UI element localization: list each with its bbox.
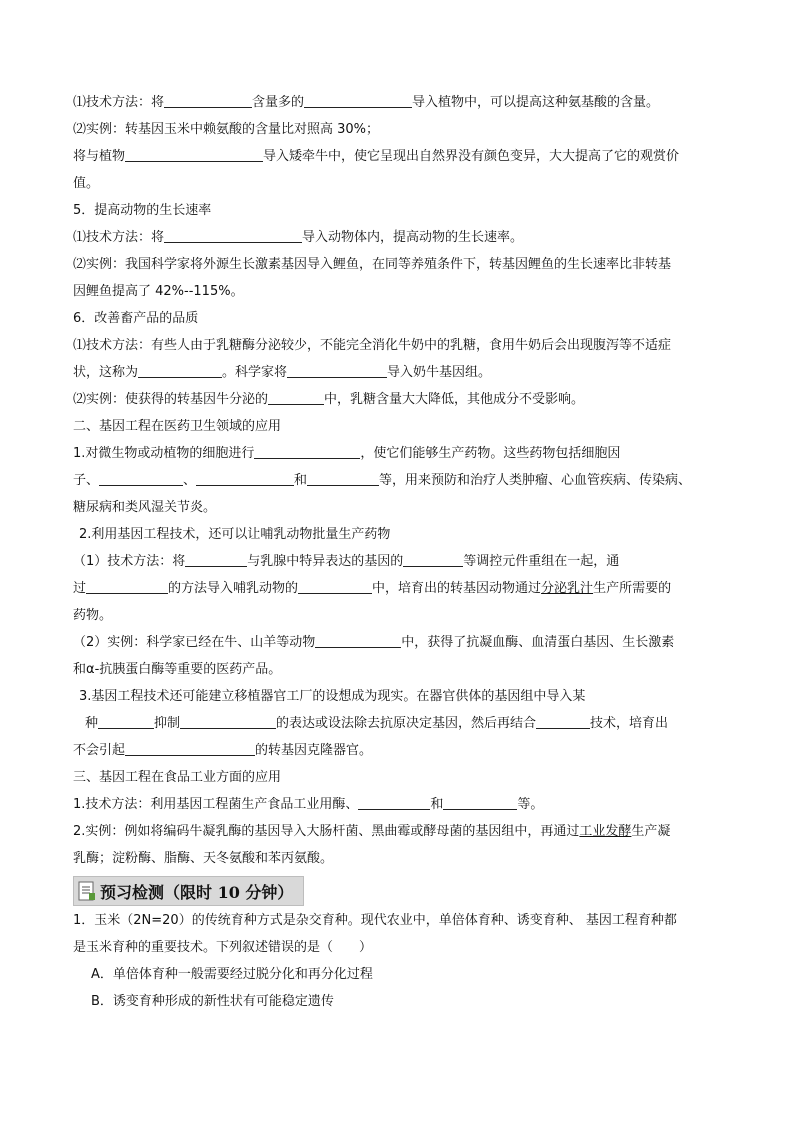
text: 的表达或设法除去抗原决定基因，然后再结合 xyxy=(276,716,537,731)
text: 种 xyxy=(85,716,99,731)
text: 过 xyxy=(73,581,87,596)
text: 1.技术方法：利用基因工程菌生产食品工业用酶、 xyxy=(73,797,359,812)
text: ⑵实例：使获得的转基因牛分泌的 xyxy=(73,392,269,407)
fill-blank[interactable] xyxy=(307,471,379,486)
text-line: ⑴技术方法：有些人由于乳糖酶分泌较少，不能完全消化牛奶中的乳糖，食用牛奶后会出现腹泻等不适症 xyxy=(73,338,672,353)
text: 。科学家将 xyxy=(222,365,288,380)
text: 1.对微生物或动植物的细胞进行 xyxy=(73,446,255,461)
text: 导入奶牛基因组。 xyxy=(387,365,492,380)
text-line: 2.利用基因工程技术，还可以让哺乳动物批量生产药物 xyxy=(79,527,391,542)
section-heading: 二、基因工程在医药卫生领域的应用 xyxy=(73,419,282,434)
fill-blank[interactable] xyxy=(185,552,247,567)
text-line xyxy=(73,227,723,254)
fill-blank[interactable] xyxy=(164,228,302,243)
fill-blank[interactable] xyxy=(315,633,401,648)
text-line: 值。 xyxy=(73,176,100,191)
fill-blank[interactable] xyxy=(536,714,590,729)
fill-blank[interactable] xyxy=(287,363,387,378)
text-line xyxy=(73,362,723,389)
text: ⑴技术方法：将 xyxy=(73,95,165,110)
text-line: 3.基因工程技术还可能建立移植器官工厂的设想成为现实。在器官供体的基因组中导入某 xyxy=(79,689,586,704)
text: 和 xyxy=(430,797,444,812)
text: 导入植物中，可以提高这种氨基酸的含量。 xyxy=(412,95,660,110)
text: 技术，培育出 xyxy=(590,716,669,731)
fill-blank[interactable] xyxy=(98,714,154,729)
text-line: 乳酶；淀粉酶、脂酶、天冬氨酸和苯丙氨酸。 xyxy=(73,851,334,866)
fill-blank[interactable] xyxy=(86,579,168,594)
fill-blank[interactable] xyxy=(254,444,360,459)
text: 等。 xyxy=(517,797,544,812)
option-b[interactable]: B．诱变育种形成的新性状有可能稳定遗传 xyxy=(91,994,334,1009)
text: ⑴技术方法：将 xyxy=(73,230,165,245)
fill-blank[interactable] xyxy=(268,390,324,405)
text: 含量多的 xyxy=(252,95,305,110)
fill-blank[interactable] xyxy=(125,741,255,756)
text-line: ⑵实例：我国科学家将外源生长激素基因导入鲤鱼，在同等养殖条件下，转基因鲤鱼的生长速率比非转基 xyxy=(73,257,672,272)
fill-blank[interactable] xyxy=(164,93,252,108)
text-line: 糖尿病和类风湿关节炎。 xyxy=(73,500,217,515)
text: 与乳腺中特异表达的基因的 xyxy=(247,554,404,569)
section-banner xyxy=(73,876,304,906)
section-heading: 三、基因工程在食品工业方面的应用 xyxy=(73,770,282,785)
text-line: 因鲤鱼提高了 42%--115%。 xyxy=(73,284,244,299)
section-heading: 6．改善畜产品的品质 xyxy=(73,311,199,326)
fill-blank[interactable] xyxy=(125,147,263,162)
fill-blank[interactable] xyxy=(304,93,412,108)
text-line xyxy=(73,443,723,470)
fill-blank[interactable] xyxy=(138,363,222,378)
text: 子、 xyxy=(73,473,100,488)
text: 等，用来预防和治疗人类肿瘤、心血管疾病、传染病、 xyxy=(379,473,692,488)
text: 抑制 xyxy=(154,716,181,731)
fill-blank[interactable] xyxy=(298,579,372,594)
text: 将与植物 xyxy=(73,149,126,164)
text-line: 药物。 xyxy=(73,608,113,623)
text: 和 xyxy=(294,473,308,488)
text: 不会引起 xyxy=(73,743,126,758)
text: ，使它们能够生产药物。这些药物包括细胞因 xyxy=(360,446,621,461)
text-line: ⑵实例：转基因玉米中赖氨酸的含量比对照高 30%； xyxy=(73,122,380,137)
text-line xyxy=(73,578,723,605)
fill-blank[interactable] xyxy=(99,471,183,486)
fill-blank[interactable] xyxy=(358,795,430,810)
notepad-icon xyxy=(78,881,96,901)
text: 2.实例：例如将编码牛凝乳酶的基因导入大肠杆菌、黑曲霉或酵母菌的基因组中，再通过 xyxy=(73,824,580,839)
text: 生产所需要的 xyxy=(593,581,672,596)
text-line xyxy=(73,821,723,848)
text-line xyxy=(73,470,723,497)
text-line xyxy=(73,740,723,767)
text-line xyxy=(73,146,723,173)
banner-title: 预习检测（限时 10 分钟） xyxy=(100,882,294,902)
text: 中，乳糖含量大大降低，其他成分不受影响。 xyxy=(324,392,585,407)
text: （1）技术方法：将 xyxy=(73,554,186,569)
text-line xyxy=(73,551,723,578)
text-line xyxy=(73,632,723,659)
question-stem: 是玉米育种的重要技术。下列叙述错误的是（ ） xyxy=(73,940,373,955)
text-line: 和α-抗胰蛋白酶等重要的医药产品。 xyxy=(73,662,282,677)
text-line xyxy=(73,92,723,119)
text: 等调控元件重组在一起，通 xyxy=(463,554,620,569)
underlined-text: 分泌乳汁 xyxy=(541,581,594,596)
text: 的转基因克隆器官。 xyxy=(255,743,373,758)
underlined-text: 工业发酵 xyxy=(579,824,632,839)
text: 状，这称为 xyxy=(73,365,139,380)
fill-blank[interactable] xyxy=(180,714,276,729)
fill-blank[interactable] xyxy=(403,552,463,567)
text-line xyxy=(73,713,723,740)
fill-blank[interactable] xyxy=(196,471,294,486)
text: 导入矮牵牛中，使它呈现出自然界没有颜色变异，大大提高了它的观赏价 xyxy=(263,149,680,164)
text: 的方法导入哺乳动物的 xyxy=(168,581,299,596)
text: 中，培育出的转基因动物通过 xyxy=(372,581,542,596)
text: （2）实例：科学家已经在牛、山羊等动物 xyxy=(73,635,316,650)
text-line xyxy=(73,794,723,821)
text-line xyxy=(73,389,723,416)
section-heading: 5．提高动物的生长速率 xyxy=(73,203,212,218)
page-content xyxy=(73,92,723,1018)
question-stem: 1．玉米（2N=20）的传统育种方式是杂交育种。现代农业中，单倍体育种、诱变育种、 基因工程育种都 xyxy=(73,913,677,928)
text: 、 xyxy=(183,473,197,488)
fill-blank[interactable] xyxy=(443,795,517,810)
option-a[interactable]: A．单倍体育种一般需要经过脱分化和再分化过程 xyxy=(91,967,373,982)
text: 中，获得了抗凝血酶、血清蛋白基因、生长激素 xyxy=(401,635,675,650)
text: 导入动物体内，提高动物的生长速率。 xyxy=(302,230,524,245)
text: 生产凝 xyxy=(631,824,671,839)
